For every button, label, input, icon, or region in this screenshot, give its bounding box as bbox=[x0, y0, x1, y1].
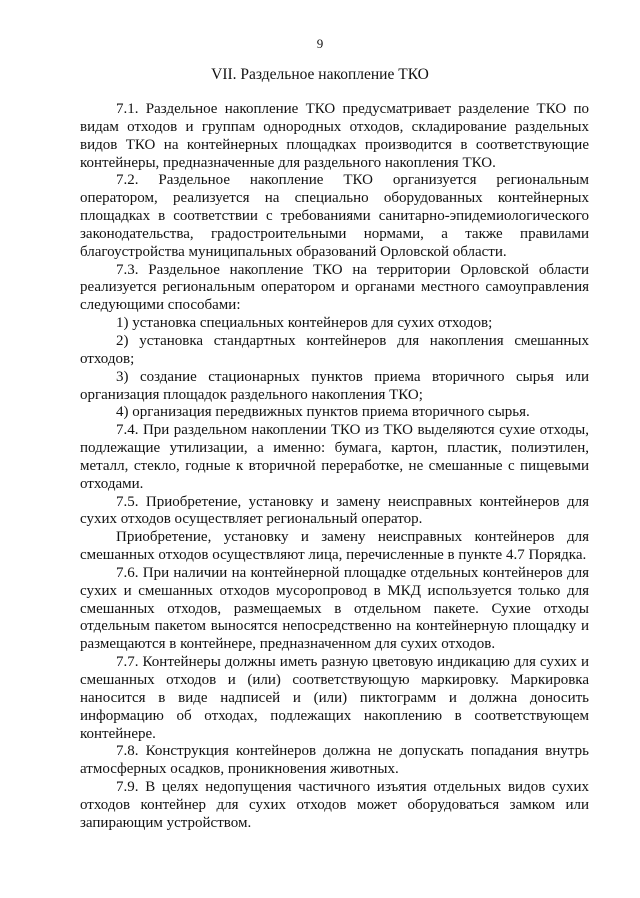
paragraph-7-8: 7.8. Конструкция контейнеров должна не допускать попадания внутрь атмосферных осадков, проникновения животных. bbox=[80, 743, 589, 778]
list-item-4: 4) организация передвижных пунктов приема вторичного сырья. bbox=[116, 404, 530, 421]
paragraph-7-1: 7.1. Раздельное накопление ТКО предусматривает разделение ТКО по видам отходов и группам однородных отходов, складирование раздельных видов ТКО на контейнерных площадках производится в соответствующие контейнеры, предназначенные для раздельного накопления ТКО. bbox=[80, 101, 589, 171]
paragraph-7-5-continued: Приобретение, установку и замену неисправных контейнеров для смешанных отходов осуществляют лица, перечисленные в пункте 4.7 Порядка. bbox=[80, 529, 589, 564]
paragraph-7-5: 7.5. Приобретение, установку и замену неисправных контейнеров для сухих отходов осуществляет региональный оператор. bbox=[80, 493, 589, 528]
list-item-3: 3) создание стационарных пунктов приема вторичного сырья или организация площадок раздельного накопления ТКО; bbox=[80, 368, 589, 403]
page-number: 9 bbox=[316, 36, 324, 51]
list-item-1: 1) установка специальных контейнеров для сухих отходов; bbox=[116, 315, 493, 332]
paragraph-7-9: 7.9. В целях недопущения частичного изъятия отдельных видов сухих отходов контейнер для сухих отходов может оборудоваться замком или запирающим устройством. bbox=[80, 779, 589, 831]
list-item-2: 2) установка стандартных контейнеров для накопления смешанных отходов; bbox=[80, 332, 589, 367]
paragraph-7-7: 7.7. Контейнеры должны иметь разную цветовую индикацию для сухих и смешанных отходов и (или) соответствующую маркировку. Маркировка наносится в виде надписей и (или) пиктограмм и должна доносить информацию об отходах, подлежащих накоплению в соответствующем контейнере. bbox=[80, 654, 589, 742]
document-body bbox=[80, 101, 589, 833]
paragraph-7-6: 7.6. При наличии на контейнерной площадке отдельных контейнеров для сухих и смешанных отходов мусоропровод в МКД используется только для смешанных отходов, размещаемых в отдельном пакете. Сухие отходы отдельным пакетом выносятся непосредственно на контейнерную площадку и размещаются в контейнере, предназначенном для сухих отходов. bbox=[80, 564, 589, 653]
paragraph-7-4: 7.4. При раздельном накоплении ТКО из ТКО выделяются сухие отходы, подлежащие утилизации, а именно: бумага, картон, пластик, полиэтилен, металл, стекло, годные к вторичной переработке, не смешанные с пищевыми отходами. bbox=[80, 422, 589, 492]
paragraph-7-3: 7.3. Раздельное накопление ТКО на территории Орловской области реализуется региональным оператором и органами местного самоуправления следующими способами: bbox=[80, 261, 589, 314]
section-title: VII. Раздельное накопление ТКО bbox=[211, 66, 429, 83]
paragraph-7-2: 7.2. Раздельное накопление ТКО организуется региональным оператором, реализуется на специально оборудованных контейнерных площадках в соответствии с требованиями санитарно-эпидемиологического законодательства, градостроительными нормами, а также правилами благоустройства муниципальных образований Орловской области. bbox=[80, 172, 589, 260]
